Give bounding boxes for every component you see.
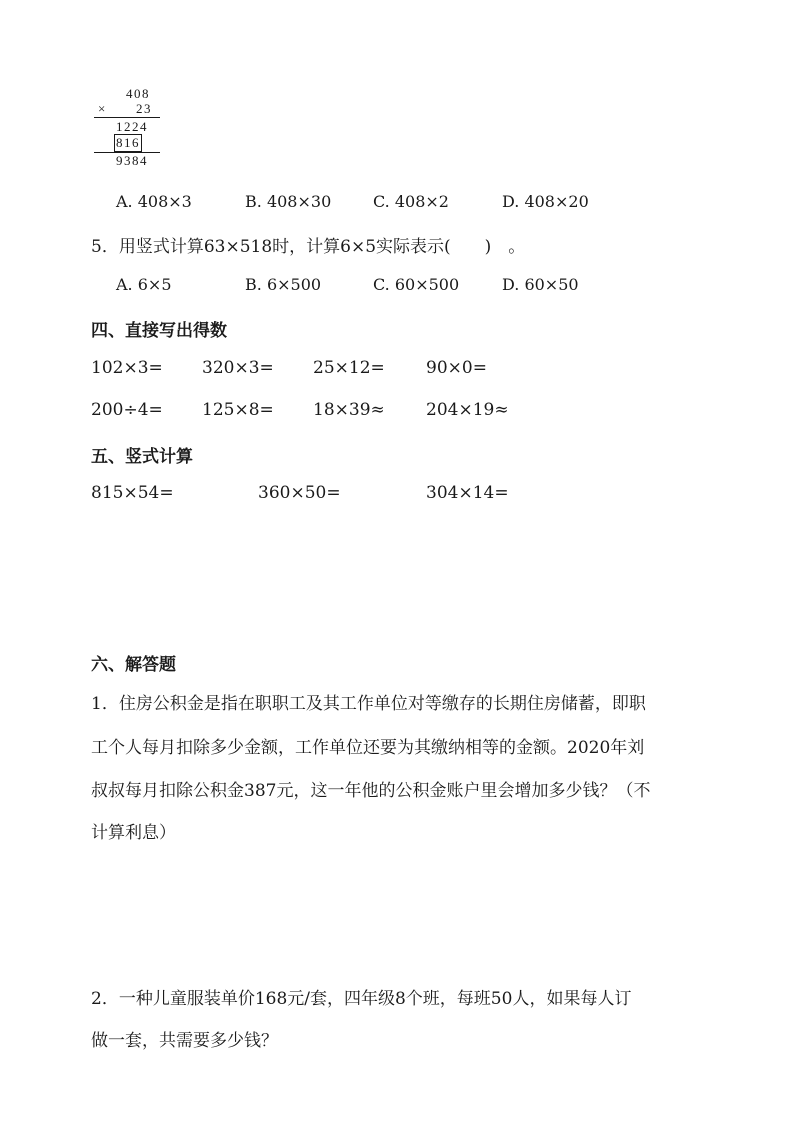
section-4-title: 四、直接写出得数	[91, 321, 227, 341]
partial-product-2: 816	[116, 135, 140, 150]
vertical-calc-item: 304×14=	[426, 483, 509, 503]
section-5-title: 五、竖式计算	[91, 447, 193, 467]
section-6-title: 六、解答题	[91, 655, 176, 675]
rule-top	[94, 117, 160, 118]
q4-option-a[interactable]: A. 408×3	[116, 192, 192, 211]
q5-option-d[interactable]: D. 60×50	[502, 275, 579, 294]
q4-option-d[interactable]: D. 408×20	[502, 192, 589, 211]
word-problem-1-line: 叔叔每月扣除公积金387元，这一年他的公积金账户里会增加多少钱？（不	[91, 781, 651, 801]
vertical-calc-item: 360×50=	[258, 483, 341, 503]
word-problem-2-line: 2．一种儿童服装单价168元/套，四年级8个班，每班50人，如果每人订	[91, 989, 632, 1009]
calc-item: 90×0=	[426, 358, 487, 378]
q5-option-b[interactable]: B. 6×500	[245, 275, 322, 294]
word-problem-2-line: 做一套，共需要多少钱？	[91, 1031, 278, 1051]
word-problem-1-line: 1．住房公积金是指在职职工及其工作单位对等缴存的长期住房储蓄，即职	[91, 694, 646, 714]
q5-option-a[interactable]: A. 6×5	[116, 275, 172, 294]
vertical-multiplication	[94, 86, 164, 170]
calc-item: 204×19≈	[426, 400, 509, 420]
word-problem-1-line: 工个人每月扣除多少金额，工作单位还要为其缴纳相等的金额。2020年刘	[91, 738, 645, 758]
calc-item: 25×12=	[313, 358, 385, 378]
calc-item: 102×3=	[91, 358, 163, 378]
partial-product-1: 1224	[116, 119, 148, 134]
calc-item: 200÷4=	[91, 400, 163, 420]
q5-question: 5．用竖式计算63×518时，计算6×5实际表示( ) 。	[91, 237, 526, 257]
calc-item: 125×8=	[202, 400, 274, 420]
multiplier: 23	[136, 101, 152, 116]
q4-option-c[interactable]: C. 408×2	[373, 192, 449, 211]
q4-option-b[interactable]: B. 408×30	[245, 192, 332, 211]
calc-item: 320×3=	[202, 358, 274, 378]
word-problem-1-line: 计算利息）	[91, 823, 176, 843]
multiplicand: 408	[126, 86, 150, 101]
product: 9384	[116, 153, 148, 168]
q5-option-c[interactable]: C. 60×500	[373, 275, 460, 294]
calc-item: 18×39≈	[313, 400, 385, 420]
vertical-calc-item: 815×54=	[91, 483, 174, 503]
multiply-sign: ×	[98, 101, 107, 116]
